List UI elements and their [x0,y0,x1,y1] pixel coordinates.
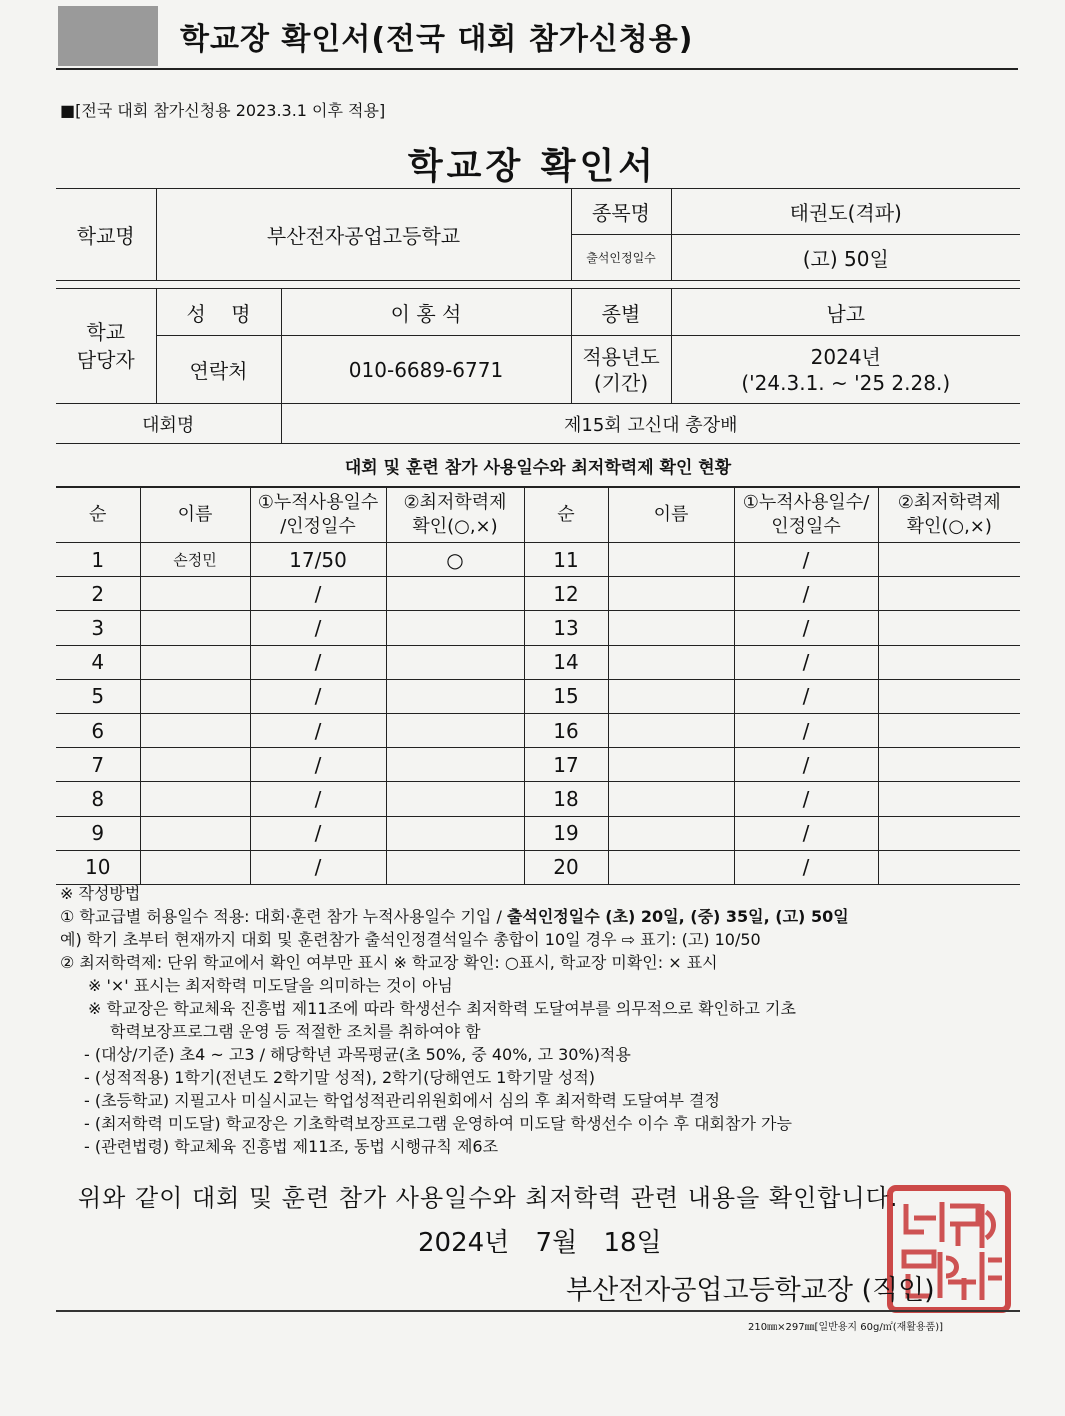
row-name-right [608,645,734,679]
tournament-label: 대회명 [56,404,281,444]
table-row [56,816,1020,850]
row-name [140,816,250,850]
header-days-right: ①누적사용일수/ 인정일수 [734,487,878,543]
row-days: / [250,679,386,713]
row-no: 4 [56,645,140,679]
row-name [140,782,250,816]
event-value: 태권도(격파) [671,189,1020,235]
row-name [140,679,250,713]
header-no-right: 순 [524,487,608,543]
table-row [56,543,1020,577]
row-name: 손정민 [140,543,250,577]
footer-divider [56,1310,1020,1312]
row-no: 7 [56,748,140,782]
document-title: 학교장 확인서 [407,146,658,187]
row-days-right: / [734,543,878,577]
row-no-right: 13 [524,611,608,645]
row-no: 10 [56,850,140,884]
row-academic-right [878,850,1020,884]
row-days-right: / [734,577,878,611]
row-no: 2 [56,577,140,611]
header-gray-block [58,6,158,66]
row-academic [386,782,524,816]
row-no: 5 [56,679,140,713]
period-label: 적용년도 (기간) [571,336,671,404]
row-name-right [608,611,734,645]
row-name-right [608,850,734,884]
athlete-roster-table [56,486,1020,885]
row-name-right [608,748,734,782]
gender-value: 남고 [671,289,1020,336]
row-days: / [250,713,386,747]
table-row [56,679,1020,713]
header-academic: ②최저학력제 확인(○,×) [386,487,524,543]
issue-date: 2024년 7월 18일 [418,1228,662,1258]
event-label: 종목명 [571,189,671,235]
header-days: ①누적사용일수 /인정일수 [250,487,386,543]
row-days: / [250,645,386,679]
row-no-right: 19 [524,816,608,850]
detail-2: - (성적적용) 1학기(전년도 2학기말 성적), 2학기(당해연도 1학기말 성적) [84,1068,596,1087]
row-academic: ○ [386,543,524,577]
period-value: 2024년 ('24.3.1. ~ '25 2.28.) [671,336,1020,404]
row-days-right: / [734,679,878,713]
row-no: 8 [56,782,140,816]
header-name: 이름 [140,487,250,543]
row-academic-right [878,611,1020,645]
row-days-right: / [734,782,878,816]
manager-name-label: 성 명 [156,289,281,336]
row-academic [386,816,524,850]
row-name [140,611,250,645]
row-name [140,850,250,884]
row-academic-right [878,543,1020,577]
table-row [56,645,1020,679]
row-name-right [608,543,734,577]
row-academic-right [878,748,1020,782]
paper-spec: 210㎜×297㎜[일반용지 60g/㎡(재활용품)] [748,1322,944,1333]
table-row [56,713,1020,747]
row-academic-right [878,816,1020,850]
table-row [56,748,1020,782]
row-days: 17/50 [250,543,386,577]
row-academic-right [878,645,1020,679]
row-academic [386,679,524,713]
manager-name-value: 이 홍 석 [281,289,571,336]
row-days: / [250,577,386,611]
row-days: / [250,748,386,782]
row-name [140,748,250,782]
header-divider [56,68,1018,70]
row-name [140,713,250,747]
row-days: / [250,611,386,645]
row-academic-right [878,679,1020,713]
row-academic [386,748,524,782]
row-no-right: 11 [524,543,608,577]
row-days: / [250,782,386,816]
row-days-right: / [734,611,878,645]
note-1 [60,905,1040,928]
row-days-right: / [734,748,878,782]
note-2-a: ※ '×' 표시는 최저학력 미도달을 의미하는 것이 아님 [88,976,453,995]
header-name-right: 이름 [608,487,734,543]
row-academic-right [878,577,1020,611]
row-no-right: 16 [524,713,608,747]
manager-label: 학교 담당자 [56,289,156,404]
note-1-example: 예) 학기 초부터 현재까지 대회 및 훈련참가 출석인정결석일수 총합이 10일 경우 ⇨ 표기: (고) 10/50 [60,930,761,949]
header-title: 학교장 확인서(전국 대회 참가신청용) [180,22,694,57]
writing-instructions [60,882,1040,1158]
note-1-bold: 출석인정일수 (초) 20일, (중) 35일, (고) 50일 [506,907,849,926]
row-no-right: 18 [524,782,608,816]
row-name-right [608,782,734,816]
detail-4: - (최저학력 미도달) 학교장은 기초학력보장프로그램 운영하여 미도달 학생선수 이수 후 대회참가 가능 [84,1114,792,1133]
contact-label: 연락처 [156,336,281,404]
row-academic [386,713,524,747]
row-no-right: 12 [524,577,608,611]
row-no: 9 [56,816,140,850]
row-no-right: 15 [524,679,608,713]
row-name [140,645,250,679]
detail-5: - (관련법령) 학교체육 진흥법 제11조, 동법 시행규칙 제6조 [84,1137,499,1156]
notes-heading: ※ 작성방법 [60,884,141,903]
row-name [140,577,250,611]
row-days: / [250,850,386,884]
row-no-right: 20 [524,850,608,884]
note-2-b2: 학력보장프로그램 운영 등 적절한 조치를 취하여야 함 [110,1022,481,1041]
row-academic [386,577,524,611]
principal-signature: 부산전자공업고등학교장 (직인) [566,1275,935,1306]
row-days-right: / [734,850,878,884]
detail-1: - (대상/기준) 초4 ~ 고3 / 해당학년 과목평균(초 50%, 중 40%, 고 30%)적용 [84,1045,631,1064]
school-name-label: 학교명 [56,189,156,281]
row-name-right [608,713,734,747]
header-academic-right: ②최저학력제 확인(○,×) [878,487,1020,543]
note-2-b1: ※ 학교장은 학교체육 진흥법 제11조에 따라 학생선수 최저학력 도달여부를 의무적으로 확인하고 기초 [88,999,796,1018]
row-days: / [250,816,386,850]
header-no: 순 [56,487,140,543]
note-2: ② 최저학력제: 단위 학교에서 확인 여부만 표시 ※ 학교장 확인: ○표시, 학교장 미확인: × 표시 [60,953,718,972]
row-no: 3 [56,611,140,645]
table-row [56,611,1020,645]
table-row [56,782,1020,816]
school-name-value: 부산전자공업고등학교 [156,189,571,281]
row-no-right: 17 [524,748,608,782]
row-academic [386,611,524,645]
row-name-right [608,816,734,850]
row-academic-right [878,713,1020,747]
status-caption: 대회 및 훈련 참가 사용일수와 최저학력제 확인 현황 [56,444,1020,488]
row-academic [386,645,524,679]
row-name-right [608,679,734,713]
row-academic [386,850,524,884]
row-academic-right [878,782,1020,816]
school-info-table [56,188,1020,488]
row-no-right: 14 [524,645,608,679]
confirmation-statement: 위와 같이 대회 및 훈련 참가 사용일수와 최저학력 관련 내용을 확인합니다. [78,1184,899,1212]
note-1-text: ① 학교급별 허용일수 적용: 대회·훈련 참가 누적사용일수 기입 / [60,907,507,926]
detail-3: - (초등학교) 지필고사 미실시교는 학업성적관리위원회에서 심의 후 최저학력 도달여부 결정 [84,1091,720,1110]
row-no: 6 [56,713,140,747]
row-days-right: / [734,713,878,747]
attendance-days-label: 출석인정일수 [571,235,671,281]
table-row [56,850,1020,884]
usage-note: ■[전국 대회 참가신청용 2023.3.1 이후 적용] [60,101,386,120]
table-row [56,577,1020,611]
attendance-days-value: (고) 50일 [671,235,1020,281]
row-no: 1 [56,543,140,577]
gender-label: 종별 [571,289,671,336]
row-name-right [608,577,734,611]
row-days-right: / [734,816,878,850]
row-days-right: / [734,645,878,679]
contact-value: 010-6689-6771 [281,336,571,404]
tournament-value: 제15회 고신대 총장배 [281,404,1020,444]
